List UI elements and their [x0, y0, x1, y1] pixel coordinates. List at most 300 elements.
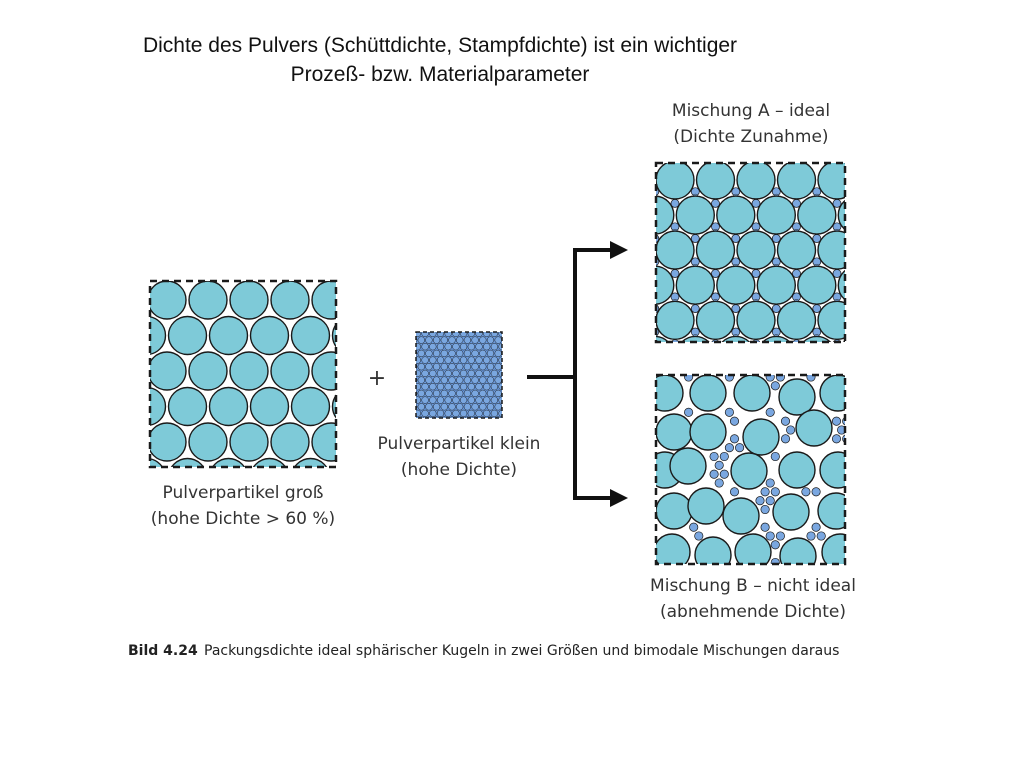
small-particle — [802, 488, 810, 496]
small-particle — [445, 330, 452, 337]
large-particle — [690, 414, 726, 450]
small-particle — [406, 397, 413, 404]
large-particle — [818, 231, 856, 269]
small-particle — [812, 523, 820, 531]
small-particle — [771, 541, 779, 549]
large-particle — [656, 161, 694, 199]
small-particle — [771, 452, 779, 460]
small-particle — [631, 199, 639, 207]
small-particle — [429, 383, 436, 390]
small-particle — [464, 377, 471, 384]
small-particle — [712, 363, 720, 371]
small-particle — [422, 343, 429, 350]
large-particle — [697, 161, 735, 199]
small-particle — [449, 377, 456, 384]
small-particle — [875, 370, 880, 375]
small-particle — [483, 343, 490, 350]
small-particle — [437, 343, 444, 350]
large-particle — [107, 281, 145, 319]
small-particle — [495, 390, 502, 397]
small-particle — [468, 370, 475, 377]
large-particle — [737, 301, 775, 339]
large-particle — [779, 452, 815, 488]
large-particle — [773, 494, 809, 530]
small-particle — [476, 357, 483, 364]
small-particle — [479, 337, 486, 344]
small-particle — [855, 264, 860, 269]
plus-sign: + — [367, 366, 387, 391]
small-particle — [875, 229, 880, 234]
small-particle — [853, 328, 861, 336]
small-particle — [449, 403, 456, 410]
small-particle — [418, 377, 425, 384]
small-particle — [437, 397, 444, 404]
large-particle — [271, 423, 309, 461]
small-particle — [875, 299, 880, 304]
large-particle — [670, 448, 706, 484]
small-particle — [817, 532, 825, 540]
small-particle — [418, 390, 425, 397]
small-particle — [449, 390, 456, 397]
large-particle — [251, 388, 289, 426]
large-particle — [292, 388, 330, 426]
small-particle — [449, 337, 456, 344]
small-particle — [491, 343, 498, 350]
small-particle — [503, 417, 510, 424]
small-particle — [441, 363, 448, 370]
small-particle — [684, 408, 692, 416]
small-particle — [495, 350, 502, 357]
large-particle — [210, 388, 248, 426]
small-particle — [671, 363, 679, 371]
small-particle — [453, 357, 460, 364]
small-particle — [483, 397, 490, 404]
large-particle — [148, 352, 186, 390]
small-particle — [503, 390, 510, 397]
small-particle — [422, 410, 429, 417]
small-particle — [766, 479, 774, 487]
title-line-2: Prozeß- bzw. Materialparameter — [290, 63, 590, 86]
small-particle — [445, 397, 452, 404]
small-particle — [460, 397, 467, 404]
small-particle — [631, 340, 639, 348]
small-particle — [786, 426, 794, 434]
small-particle — [429, 343, 436, 350]
large-particle — [333, 459, 371, 497]
small-particle — [761, 523, 769, 531]
small-particle — [437, 330, 444, 337]
large-particle — [717, 196, 755, 234]
small-particle — [725, 408, 733, 416]
small-particle — [406, 357, 413, 364]
large-particles-label-2: (hohe Dichte > 60 %) — [150, 509, 336, 529]
small-particle — [453, 410, 460, 417]
large-particle — [312, 352, 350, 390]
small-particle — [812, 488, 820, 496]
small-particle — [730, 488, 738, 496]
large-particle — [820, 375, 856, 411]
small-particle — [414, 370, 421, 377]
small-particle — [468, 330, 475, 337]
large-particle — [818, 493, 854, 529]
large-particle — [717, 266, 755, 304]
small-particle — [449, 350, 456, 357]
small-particle — [776, 532, 784, 540]
small-particle — [429, 397, 436, 404]
large-particle — [333, 317, 371, 355]
small-particle — [460, 383, 467, 390]
large-particle — [737, 231, 775, 269]
small-particle — [503, 403, 510, 410]
small-particle — [414, 397, 421, 404]
small-particle — [476, 410, 483, 417]
small-particle — [472, 403, 479, 410]
large-particle-packing — [107, 281, 371, 497]
small-particle — [406, 383, 413, 390]
small-particle — [429, 370, 436, 377]
small-particle — [476, 383, 483, 390]
small-particle — [472, 377, 479, 384]
small-particle — [418, 350, 425, 357]
small-particle — [487, 337, 494, 344]
large-particle — [230, 352, 268, 390]
small-particle — [853, 235, 861, 243]
small-particle — [464, 337, 471, 344]
small-particle — [418, 337, 425, 344]
small-particle — [433, 403, 440, 410]
large-particle — [757, 196, 795, 234]
small-particle — [483, 357, 490, 364]
small-particle — [445, 357, 452, 364]
large-particle — [697, 231, 735, 269]
small-particle — [781, 435, 789, 443]
small-particle — [445, 410, 452, 417]
small-particle — [445, 370, 452, 377]
large-particle — [251, 317, 289, 355]
large-particle — [647, 375, 683, 411]
small-particle — [406, 330, 413, 337]
small-particle — [456, 350, 463, 357]
large-particles-panel — [107, 281, 371, 529]
large-particle — [757, 266, 795, 304]
small-particle — [468, 397, 475, 404]
small-particle — [449, 363, 456, 370]
small-particle — [483, 370, 490, 377]
small-particle — [503, 350, 510, 357]
small-particle — [433, 363, 440, 370]
small-particle — [715, 479, 723, 487]
large-particle — [688, 488, 724, 524]
large-particle — [148, 281, 186, 319]
small-particle — [853, 258, 861, 266]
large-particle — [838, 336, 876, 374]
large-particle — [616, 301, 654, 339]
large-particle — [654, 534, 690, 570]
small-particle — [445, 383, 452, 390]
large-particle — [656, 301, 694, 339]
small-particle — [491, 383, 498, 390]
small-particle — [761, 488, 769, 496]
small-particle — [476, 343, 483, 350]
small-particle — [414, 357, 421, 364]
small-particle — [855, 334, 860, 339]
small-particle — [441, 377, 448, 384]
large-particle — [656, 414, 692, 450]
mix-b-panel — [647, 373, 858, 622]
small-particle — [710, 452, 718, 460]
small-particle — [761, 505, 769, 513]
small-particle — [429, 357, 436, 364]
small-particle — [495, 337, 502, 344]
large-particle — [271, 281, 309, 319]
small-particle — [456, 377, 463, 384]
small-particle — [487, 363, 494, 370]
small-particle — [491, 330, 498, 337]
small-particle — [453, 330, 460, 337]
large-particle — [778, 231, 816, 269]
small-particle — [429, 410, 436, 417]
small-particle — [874, 223, 882, 231]
small-particle — [874, 363, 882, 371]
small-particle — [832, 435, 840, 443]
small-particle — [422, 357, 429, 364]
large-particle — [189, 281, 227, 319]
small-particle — [441, 337, 448, 344]
small-particle — [853, 188, 861, 196]
large-particle — [734, 375, 770, 411]
small-particle — [495, 403, 502, 410]
small-particle — [437, 383, 444, 390]
small-particle — [730, 417, 738, 425]
small-particle — [414, 343, 421, 350]
small-particle — [503, 337, 510, 344]
small-particle — [472, 363, 479, 370]
small-particle — [479, 390, 486, 397]
small-particle — [771, 382, 779, 390]
small-particle — [730, 435, 738, 443]
small-particle — [437, 410, 444, 417]
large-particle — [292, 317, 330, 355]
small-particle — [441, 390, 448, 397]
small-particle — [487, 350, 494, 357]
large-particle — [695, 537, 731, 573]
small-particle — [414, 330, 421, 337]
small-particle — [487, 390, 494, 397]
small-particle — [460, 343, 467, 350]
small-particle — [781, 417, 789, 425]
small-particle — [833, 363, 841, 371]
small-particle — [472, 337, 479, 344]
small-particle — [472, 350, 479, 357]
small-particle — [472, 390, 479, 397]
small-particle — [725, 444, 733, 452]
small-particle — [874, 293, 882, 301]
small-particle — [631, 270, 639, 278]
small-particle — [433, 350, 440, 357]
large-particle — [778, 161, 816, 199]
small-particle — [491, 370, 498, 377]
arrow-upper-head — [610, 241, 628, 259]
small-particle — [695, 532, 703, 540]
large-particle — [271, 352, 309, 390]
small-particle — [710, 470, 718, 478]
small-particle — [766, 497, 774, 505]
small-particle — [720, 452, 728, 460]
small-particle — [406, 343, 413, 350]
branch-arrows — [527, 241, 628, 507]
small-particle — [460, 330, 467, 337]
small-particle — [460, 410, 467, 417]
large-particle — [743, 419, 779, 455]
small-particle — [453, 370, 460, 377]
large-particle — [148, 423, 186, 461]
mix-b-packing — [647, 373, 858, 574]
small-particle — [487, 403, 494, 410]
small-particle — [491, 410, 498, 417]
small-particle — [832, 417, 840, 425]
large-particle — [189, 423, 227, 461]
large-particle — [169, 388, 207, 426]
small-particle — [453, 343, 460, 350]
small-particle — [433, 377, 440, 384]
caption-text: Packungsdichte ideal sphärischer Kugeln in zwei Größen und bimodale Mischungen daraus — [204, 643, 840, 659]
small-particle — [422, 383, 429, 390]
small-particle — [468, 410, 475, 417]
mix-a-label-2: (Dichte Zunahme) — [673, 127, 829, 147]
figure-caption — [128, 643, 839, 659]
large-particle — [697, 301, 735, 339]
small-particle — [437, 357, 444, 364]
small-particle — [456, 363, 463, 370]
small-particles-panel — [378, 330, 541, 480]
small-particles-label-1: Pulverpartikel klein — [377, 434, 541, 454]
small-particle — [441, 403, 448, 410]
large-particle — [230, 423, 268, 461]
small-particle — [495, 377, 502, 384]
small-particle — [793, 363, 801, 371]
small-particle — [422, 370, 429, 377]
large-particle — [210, 317, 248, 355]
small-particle — [426, 363, 433, 370]
small-particle — [433, 390, 440, 397]
small-particle — [715, 461, 723, 469]
small-particle — [464, 403, 471, 410]
large-particle — [820, 452, 856, 488]
large-particle — [780, 538, 816, 574]
large-particle — [737, 161, 775, 199]
large-particle — [656, 231, 694, 269]
small-particle — [491, 397, 498, 404]
small-particle — [468, 383, 475, 390]
small-particle — [468, 343, 475, 350]
small-particle — [491, 357, 498, 364]
large-particle — [822, 534, 858, 570]
small-particle — [476, 397, 483, 404]
small-particle — [853, 375, 861, 383]
small-particle — [720, 470, 728, 478]
large-particle — [656, 493, 692, 529]
large-particle — [230, 281, 268, 319]
small-particle — [464, 390, 471, 397]
small-particle — [460, 370, 467, 377]
small-particle — [476, 370, 483, 377]
small-particle — [410, 417, 417, 424]
mix-b-label-2: (abnehmende Dichte) — [660, 602, 846, 622]
mix-a-panel — [616, 101, 882, 383]
large-particle — [333, 388, 371, 426]
small-particle — [433, 337, 440, 344]
large-particle — [128, 317, 166, 355]
large-particle — [723, 498, 759, 534]
small-particle — [690, 523, 698, 531]
small-particle — [414, 383, 421, 390]
small-particle — [418, 403, 425, 410]
small-particle — [855, 194, 860, 199]
small-particle — [414, 410, 421, 417]
large-particles-label-1: Pulverpartikel groß — [162, 483, 324, 503]
small-particle — [429, 330, 436, 337]
large-particle — [189, 352, 227, 390]
large-particle — [690, 375, 726, 411]
small-particle — [456, 337, 463, 344]
arrow-lower-head — [610, 489, 628, 507]
large-particle — [169, 317, 207, 355]
small-particle — [456, 403, 463, 410]
large-particle — [796, 410, 832, 446]
title-line-1: Dichte des Pulvers (Schüttdichte, Stampfdichte) ist ein wichtiger — [142, 34, 738, 57]
small-particle — [853, 305, 861, 313]
small-particle — [756, 497, 764, 505]
large-particle — [818, 301, 856, 339]
large-particle — [798, 266, 836, 304]
small-particle — [464, 363, 471, 370]
small-particle — [483, 383, 490, 390]
small-particles-label-2: (hohe Dichte) — [400, 460, 518, 480]
small-particle — [422, 397, 429, 404]
large-particle — [676, 266, 714, 304]
small-particle — [406, 410, 413, 417]
mix-b-label-1: Mischung B – nicht ideal — [650, 576, 856, 596]
large-particle — [778, 301, 816, 339]
small-particle — [766, 408, 774, 416]
small-particle — [771, 558, 779, 566]
large-particle — [107, 352, 145, 390]
small-particle — [735, 444, 743, 452]
small-particle — [426, 390, 433, 397]
small-particle — [426, 377, 433, 384]
small-particle — [406, 370, 413, 377]
small-particle — [426, 350, 433, 357]
large-particle — [779, 379, 815, 415]
small-particle — [453, 397, 460, 404]
large-particle — [616, 161, 654, 199]
small-particle — [479, 377, 486, 384]
large-particle — [676, 196, 714, 234]
small-particle — [487, 377, 494, 384]
small-particle — [453, 383, 460, 390]
large-particle — [128, 388, 166, 426]
small-particle — [437, 370, 444, 377]
caption-number: Bild 4.24 — [128, 643, 198, 659]
large-particle — [798, 196, 836, 234]
small-particle — [503, 363, 510, 370]
large-particle — [717, 336, 755, 374]
small-particle — [752, 363, 760, 371]
small-particle — [460, 357, 467, 364]
large-particle — [731, 453, 767, 489]
large-particle — [128, 459, 166, 497]
small-particle — [771, 488, 779, 496]
